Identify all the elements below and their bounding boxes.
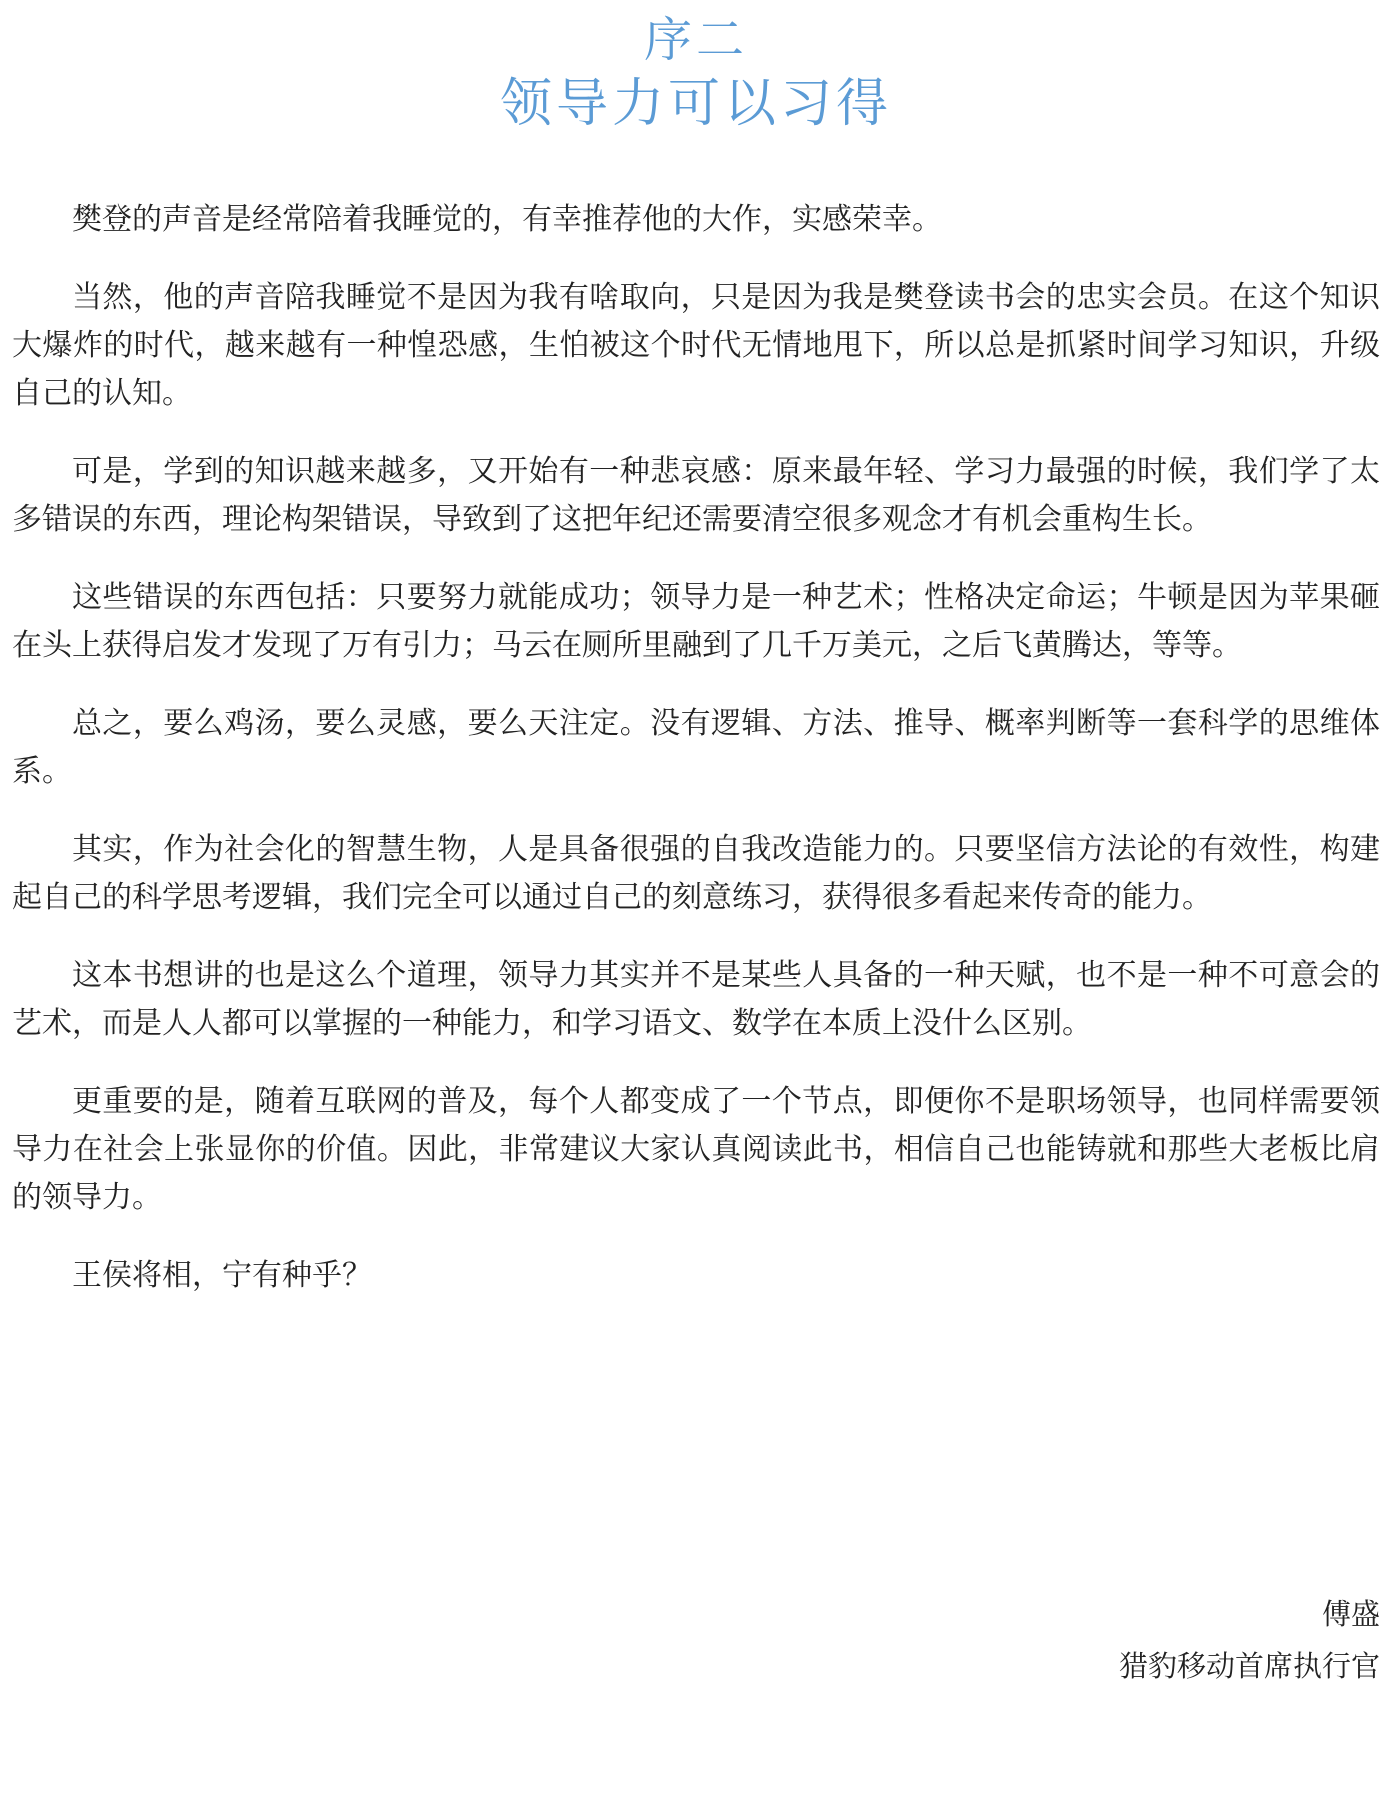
paragraph: 可是，学到的知识越来越多，又开始有一种悲哀感：原来最年轻、学习力最强的时候，我们学了太多错误的东西，理论构架错误，导致到了这把年纪还需要清空很多观念才有机会重构生长。	[12, 454, 1380, 537]
author-name: 傅盛	[1321, 1597, 1380, 1631]
paragraph: 其实，作为社会化的智慧生物，人是具备很强的自我改造能力的。只要坚信方法论的有效性，构建起自己的科学思考逻辑，我们完全可以通过自己的刻意练习，获得很多看起来传奇的能力。	[12, 832, 1380, 915]
paragraph: 樊登的声音是经常陪着我睡觉的，有幸推荐他的大作，实感荣幸。	[72, 202, 942, 237]
paragraph: 这些错误的东西包括：只要努力就能成功；领导力是一种艺术；性格决定命运；牛顿是因为苹果砸在头上获得启发才发现了万有引力；马云在厕所里融到了几千万美元，之后飞黄腾达，等等。	[12, 580, 1380, 663]
preface-number: 序二	[643, 12, 748, 68]
paragraph: 王侯将相，宁有种乎？	[72, 1258, 372, 1293]
signature-block	[1119, 1588, 1380, 1692]
paragraph: 总之，要么鸡汤，要么灵感，要么天注定。没有逻辑、方法、推导、概率判断等一套科学的思维体系。	[12, 706, 1380, 789]
paragraph: 更重要的是，随着互联网的普及，每个人都变成了一个节点，即便你不是职场领导，也同样需要领导力在社会上张显你的价值。因此，非常建议大家认真阅读此书，相信自己也能铸就和那些大老板比肩的领导力。	[12, 1084, 1380, 1215]
author-position: 猎豹移动首席执行官	[1118, 1649, 1380, 1683]
paragraph: 这本书想讲的也是这么个道理，领导力其实并不是某些人具备的一种天赋，也不是一种不可意会的艺术，而是人人都可以掌握的一种能力，和学习语文、数学在本质上没什么区别。	[12, 958, 1380, 1041]
document-page	[12, 0, 1380, 1800]
page-title: 领导力可以习得	[499, 74, 892, 134]
body-text	[12, 196, 1380, 1330]
paragraph: 当然，他的声音陪我睡觉不是因为我有啥取向，只是因为我是樊登读书会的忠实会员。在这个知识大爆炸的时代，越来越有一种惶恐感，生怕被这个时代无情地甩下，所以总是抓紧时间学习知识，升级自己的认知。	[12, 280, 1380, 411]
title-block	[12, 10, 1380, 138]
